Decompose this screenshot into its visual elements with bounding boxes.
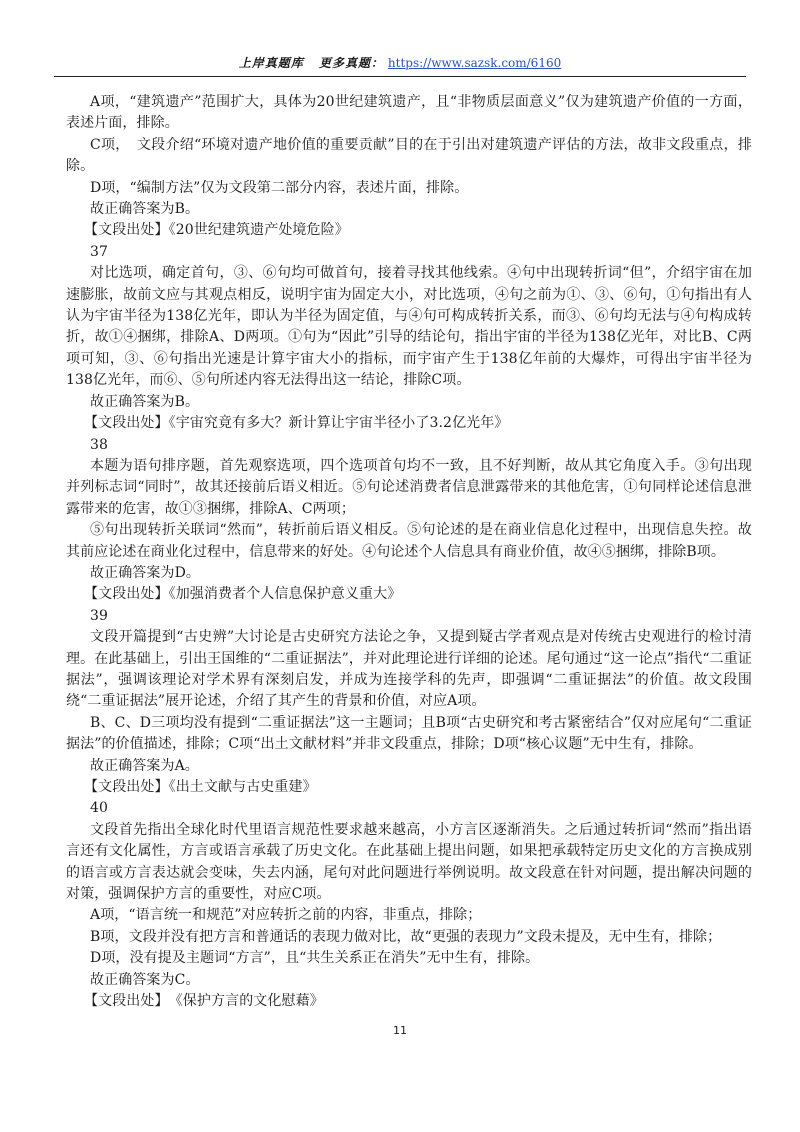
paragraph: A项，“语言统一和规范”对应转折之前的内容，非重点，排除；: [90, 907, 482, 924]
source-line: 【文段出处】《出土文献与古史重建》: [84, 779, 317, 795]
paragraph: 本题为语句排序题，首先观察选项，四个选项首句均不一致，且不好判断，故从其它角度入手。③句出现并列标志词“同时”，故其还接前后语义相近。⑤句论述消费者信息泄露带来的其他危害，①句同样论述信息泄露带来的危害，故①③捆绑，排除A、C两项；: [66, 457, 752, 517]
header-rule: [54, 76, 746, 77]
paragraph: 故正确答案为B。: [90, 393, 200, 410]
paragraph: 文段开篇提到“古史辨”大讨论是古史研究方法论之争，又提到疑古学者观点是对传统古史观进行的检讨清理。在此基础上，引出王国维的“二重证据法”，并对此理论进行详细的论述。尾句通过“这一论点”指代“二重证据法”，强调该理论对学术界有深刻启发，并成为连接学科的先声，即强调“二重证据法”的价值。故文段围绕“二重证据法”展开论述，介绍了其产生的背景和价值，对应A项。: [66, 629, 752, 710]
question-number: 38: [90, 436, 109, 453]
page-header: [0, 55, 800, 71]
question-number: 37: [90, 243, 109, 260]
paragraph: 文段首先指出全球化时代里语言规范性要求越来越高，小方言区逐渐消失。之后通过转折词“然而”指出语言还有文化属性，方言或语言承载了历史文化。在此基础上提出问题，如果把承载特定历史文化的方言换成别的语言或方言表达就会变味，失去内涵，尾句对此问题进行举例说明。故文段意在针对问题，提出解决问题的对策，强调保护方言的重要性，对应C项。: [66, 821, 752, 903]
question-number: 40: [90, 800, 109, 817]
header-more-label: 更多真题：: [319, 56, 385, 70]
paragraph: B、C、D三项均没有提到“二重证据法”这一主题词；且B项“古史研究和考古紧密结合”仅对应尾句“二重证据法”的价值描述，排除；C项“出土文献材料”并非文段重点，排除；D项“核心议题”无中生有，排除。: [66, 714, 752, 753]
source-line: 【文段出处】《宇宙究竟有多大？新计算让宇宙半径小了3.2亿光年》: [84, 415, 509, 432]
paragraph: A项，“建筑遗产”范围扩大，具体为20世纪建筑遗产，且“非物质层面意义”仅为建筑遗产价值的一方面，表述片面，排除。: [66, 94, 752, 132]
paragraph: 故正确答案为C。: [90, 971, 200, 988]
paragraph: 故正确答案为D。: [90, 564, 201, 581]
paragraph: B项，文段并没有把方言和普通话的表现力做对比，故“更强的表现力”文段未提及，无中生有，排除；: [90, 928, 722, 945]
source-line: 【文段出处】《20世纪建筑遗产处境危险》: [84, 222, 349, 239]
paragraph: ⑤句出现转折关联词“然而”，转折前后语义相反。⑤句论述的是在商业信息化过程中，出现信息失控。故其前应论述在商业化过程中，信息带来的好处。④句论述个人信息具有商业价值，故④⑤捆绑，排除B项。: [66, 522, 752, 560]
document-body: [66, 92, 752, 1012]
paragraph: D项，没有提及主题词“方言”，且“共生关系正在消失”无中生有，排除。: [90, 950, 540, 967]
paragraph: D项，“编制方法”仅为文段第二部分内容，表述片面，排除。: [90, 179, 469, 196]
source-line: 【文段出处】 《保护方言的文化慰藉》: [84, 993, 324, 1010]
paragraph: 故正确答案为A。: [90, 757, 199, 774]
paragraph: 对比选项，确定首句，③、⑥句均可做首句，接着寻找其他线索。④句中出现转折词“但”，介绍宇宙在加速膨胀，故前文应与其观点相反，说明宇宙为固定大小，对比选项，④句之前为①、③、⑥句，①句指出有人认为宇宙半径为138亿光年，即认为半径为固定值，与④句可构成转折关系，而③、⑥句均无法与④句构成转折，故①④捆绑，排除A、D两项。①句为“因此”引导的结论句，指出宇宙的半径为138亿光年，对比B、C两项可知，③、⑥句指出光速是计算宇宙大小的指标，而宇宙产生于138亿年前的大爆炸，可得出宇宙半径为138亿光年，而⑥、⑤句所述内容无法得出这一结论，排除C项。: [66, 265, 752, 389]
paragraph: C项， 文段介绍“环境对遗产地价值的重要贡献”目的在于引出对建筑遗产评估的方法，故非文段重点，排除。: [66, 136, 752, 175]
question-number: 39: [90, 607, 109, 624]
page-footer: [0, 1024, 800, 1037]
header-url-link[interactable]: https://www.sazsk.com/6160: [387, 56, 562, 70]
header-brand: 上岸真题库: [238, 56, 304, 70]
page-number: 11: [393, 1024, 407, 1037]
source-line: 【文段出处】《加强消费者个人信息保护意义重大》: [84, 586, 402, 603]
paragraph: 故正确答案为B。: [90, 201, 200, 218]
